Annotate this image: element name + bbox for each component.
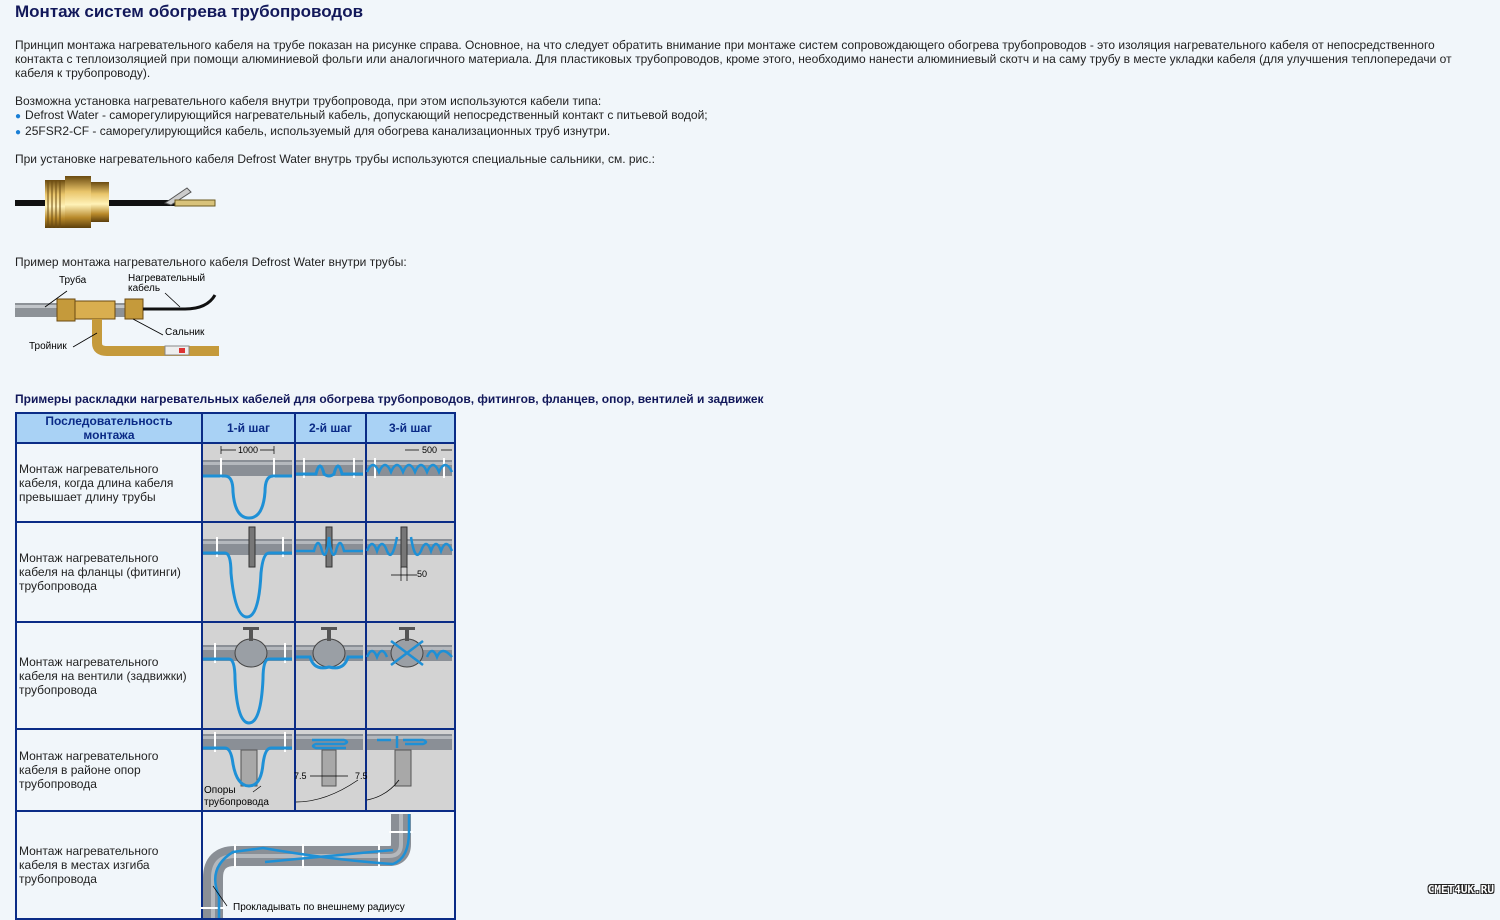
list-item [15, 124, 1485, 140]
row5-bend-diagram [202, 811, 455, 919]
row2-step3-diagram [366, 522, 455, 622]
row4-step1-diagram [202, 729, 295, 811]
row-label: Монтаж нагревательного кабеля, когда длина кабеля превышает длину трубы [16, 443, 202, 522]
example-paragraph: Пример монтажа нагревательного кабеля Defrost Water внутри трубы: [15, 255, 407, 269]
table-header-row [16, 413, 455, 443]
intro-paragraph: Принцип монтажа нагревательного кабеля на трубе показан на рисунке справа. Основное, на что следует обратить внимание при монтаже систем сопровождающего обогрева трубопроводов - это изоляция нагревательного кабеля от непосредственного контакта с теплоизоляцией при помощи алюминиевой фольги или аналогичного материала. Для пластиковых трубопроводов, кроме этого, необходимо нанести алюминиевый скотч и на саму трубу в месте укладки кабеля (для улучшения теплопередачи от кабеля к трубопроводу). [15, 38, 1452, 80]
header-step-1: 1-й шаг [202, 413, 295, 443]
row-label: Монтаж нагревательного кабеля в местах изгиба трубопровода [16, 811, 202, 919]
support-label-line1: Опоры [204, 785, 236, 796]
row3-step2-diagram [295, 622, 366, 729]
header-step-3: 3-й шаг [366, 413, 455, 443]
dim-50: 50 [417, 569, 428, 579]
dim-1000: 1000 [238, 445, 259, 455]
inside-intro-paragraph: Возможна установка нагревательного кабеля внутри трубопровода, при этом используются кабели типа: [15, 94, 602, 108]
row-label: Монтаж нагревательного кабеля в районе опор трубопровода [16, 729, 202, 811]
row3-step1-diagram [202, 622, 295, 729]
gland-label: Сальник [165, 327, 205, 338]
page-content [15, 0, 1485, 920]
bend-label: Прокладывать по внешнему радиусу [233, 902, 405, 913]
row1-step2-diagram [295, 443, 366, 522]
row-label: Монтаж нагревательного кабеля на фланцы (фитинги) трубопровода [16, 522, 202, 622]
cable-type-text: 25FSR2-CF - саморегулирующийся кабель, используемый для обогрева канализационных труб изнутри. [25, 124, 611, 138]
table-row [16, 811, 455, 919]
row2-step2-diagram [295, 522, 366, 622]
row-label: Монтаж нагревательного кабеля на вентили (задвижки) трубопровода [16, 622, 202, 729]
table-row [16, 729, 455, 811]
gland-paragraph: При установке нагревательного кабеля Defrost Water внутрь трубы используются специальные сальники, см. рис.: [15, 152, 655, 166]
row1-step1-diagram [202, 443, 295, 522]
table-title: Примеры раскладки нагревательных кабелей для обогрева трубопроводов, фитингов, фланцев, опор, вентилей и задвижек [15, 392, 764, 406]
layout-examples-table [15, 412, 456, 920]
table-row [16, 443, 455, 522]
table-row [16, 622, 455, 729]
header-step-2: 2-й шаг [295, 413, 366, 443]
watermark: CMET4UK.RU [1427, 883, 1494, 896]
pipe-label: Труба [59, 275, 87, 286]
cable-label-line2: кабель [128, 283, 161, 294]
dim-7.5-left: 7.5 [294, 771, 307, 781]
dim-7.5-right: 7.5 [355, 771, 368, 781]
support-label-line2: трубопровода [204, 797, 269, 808]
cable-gland-illustration [15, 172, 215, 232]
row1-step3-diagram [366, 443, 455, 522]
cable-label-line1: Нагревательный [128, 273, 206, 284]
table-row [16, 522, 455, 622]
cable-type-list [15, 108, 1485, 140]
row4-step2-diagram [295, 729, 366, 811]
row4-step3-diagram [355, 729, 455, 811]
page-title: Монтаж систем обогрева трубопроводов [15, 2, 364, 21]
bullet-icon: ● [15, 111, 22, 122]
dim-500: 500 [422, 445, 438, 455]
header-sequence: Последовательность монтажа [16, 413, 202, 443]
bullet-icon: ● [15, 127, 22, 138]
cable-type-text: Defrost Water - саморегулирующийся нагревательный кабель, допускающий непосредственный контакт с питьевой водой; [25, 108, 708, 122]
row2-step1-diagram [202, 522, 295, 622]
inside-pipe-illustration [15, 271, 219, 363]
list-item [15, 108, 1485, 124]
tee-label: Тройник [29, 341, 67, 352]
row3-step3-diagram [366, 622, 455, 729]
